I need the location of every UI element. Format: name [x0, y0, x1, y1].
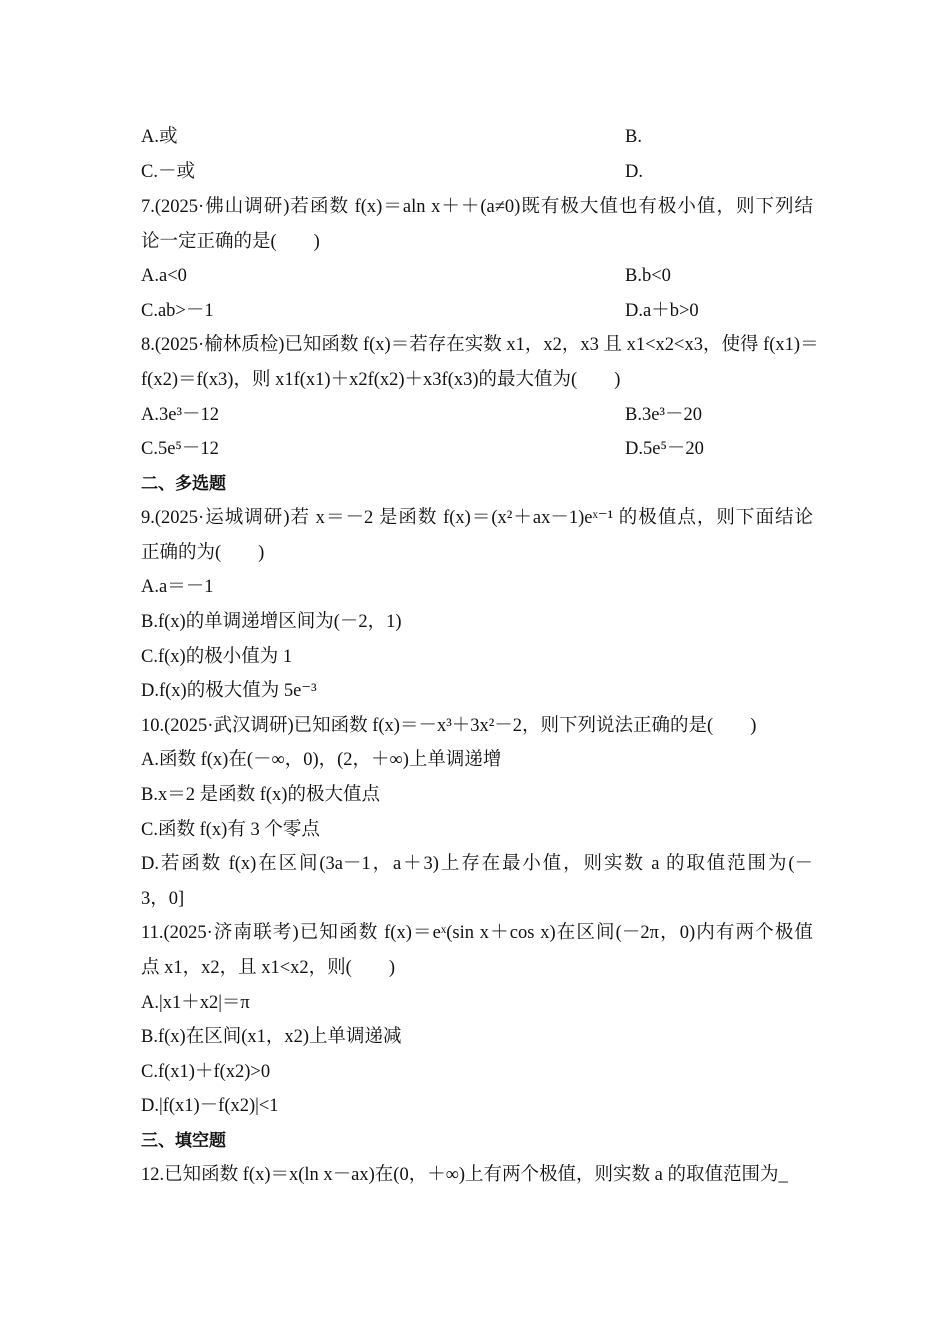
q11-option-a[interactable]: A.|x1＋x2|＝π: [141, 993, 250, 1013]
q7-option-d[interactable]: D.a＋b>0: [625, 301, 699, 321]
q9-stem-line-1: 9.(2025·运城调研)若 x＝－2 是函数 f(x)＝(x²＋ax－1)eˣ⁻¹ 的极值点，则下面结论: [141, 508, 813, 528]
q7-option-row-1: [141, 264, 813, 288]
q6-option-b[interactable]: B.: [625, 127, 642, 147]
q6-option-row-2: [141, 160, 813, 184]
q7-option-b[interactable]: B.b<0: [625, 266, 671, 286]
q10-stem-line-1: 10.(2025·武汉调研)已知函数 f(x)＝－x³＋3x²－2，则下列说法正确的是( ): [141, 716, 757, 736]
q8-stem-line-2: f(x2)＝f(x3)，则 x1f(x1)＋x2f(x2)＋x3f(x3)的最大值为( ): [141, 370, 621, 390]
q6-option-row-1: [141, 125, 813, 149]
q9-stem-line-2: 正确的为( ): [141, 543, 265, 563]
q7-option-row-2: [141, 299, 813, 323]
q8-option-c[interactable]: C.5e⁵－12: [141, 439, 219, 459]
q10-option-b[interactable]: B.x＝2 是函数 f(x)的极大值点: [141, 785, 380, 805]
q7-option-c[interactable]: C.ab>－1: [141, 301, 214, 321]
q8-stem-line-1: 8.(2025·榆林质检)已知函数 f(x)＝若存在实数 x1，x2，x3 且 x1<x2<x3，使得 f(x1)＝: [141, 335, 819, 355]
q12-stem-line-1: 12.已知函数 f(x)＝x(ln x－ax)在(0，＋∞)上有两个极值，则实数 a 的取值范围为_: [141, 1165, 788, 1185]
q9-option-d[interactable]: D.f(x)的极大值为 5e⁻³: [141, 681, 317, 701]
q11-stem-line-2: 点 x1，x2，且 x1<x2，则( ): [141, 958, 396, 978]
q7-stem-line-2: 论一定正确的是( ): [141, 232, 320, 252]
q8-option-d[interactable]: D.5e⁵－20: [625, 439, 704, 459]
q10-option-a[interactable]: A.函数 f(x)在(－∞，0)，(2，＋∞)上单调递增: [141, 750, 502, 770]
q6-option-a[interactable]: A.或: [141, 127, 178, 147]
q11-option-c[interactable]: C.f(x1)＋f(x2)>0: [141, 1062, 271, 1082]
section-heading-multiple-choice: 二、多选题: [141, 474, 226, 494]
q10-option-c[interactable]: C.函数 f(x)有 3 个零点: [141, 820, 320, 840]
q10-option-d-line-2[interactable]: 3，0]: [141, 889, 185, 909]
q7-stem-line-1: 7.(2025·佛山调研)若函数 f(x)＝aln x＋＋(a≠0)既有极大值也有极小值，则下列结: [141, 197, 813, 217]
q8-option-row-2: [141, 437, 813, 461]
q8-option-a[interactable]: A.3e³－12: [141, 405, 219, 425]
q11-stem-line-1: 11.(2025·济南联考)已知函数 f(x)＝eˣ(sin x＋cos x)在区间(－2π，0)内有两个极值: [141, 923, 813, 943]
q8-option-b[interactable]: B.3e³－20: [625, 405, 702, 425]
q9-option-b[interactable]: B.f(x)的单调递增区间为(－2，1): [141, 612, 402, 632]
q11-option-b[interactable]: B.f(x)在区间(x1，x2)上单调递减: [141, 1027, 402, 1047]
q10-option-d-line-1[interactable]: D.若函数 f(x)在区间(3a－1，a＋3)上存在最小值，则实数 a 的取值范围为(－: [141, 854, 813, 874]
q8-option-row-1: [141, 403, 813, 427]
q6-option-c[interactable]: C.－或: [141, 162, 195, 182]
q9-option-a[interactable]: A.a＝－1: [141, 577, 214, 597]
q9-option-c[interactable]: C.f(x)的极小值为 1: [141, 647, 293, 667]
q11-option-d[interactable]: D.|f(x1)－f(x2)|<1: [141, 1096, 279, 1116]
section-heading-fill-in: 三、填空题: [141, 1131, 226, 1151]
q7-option-a[interactable]: A.a<0: [141, 266, 187, 286]
q6-option-d[interactable]: D.: [625, 162, 643, 182]
